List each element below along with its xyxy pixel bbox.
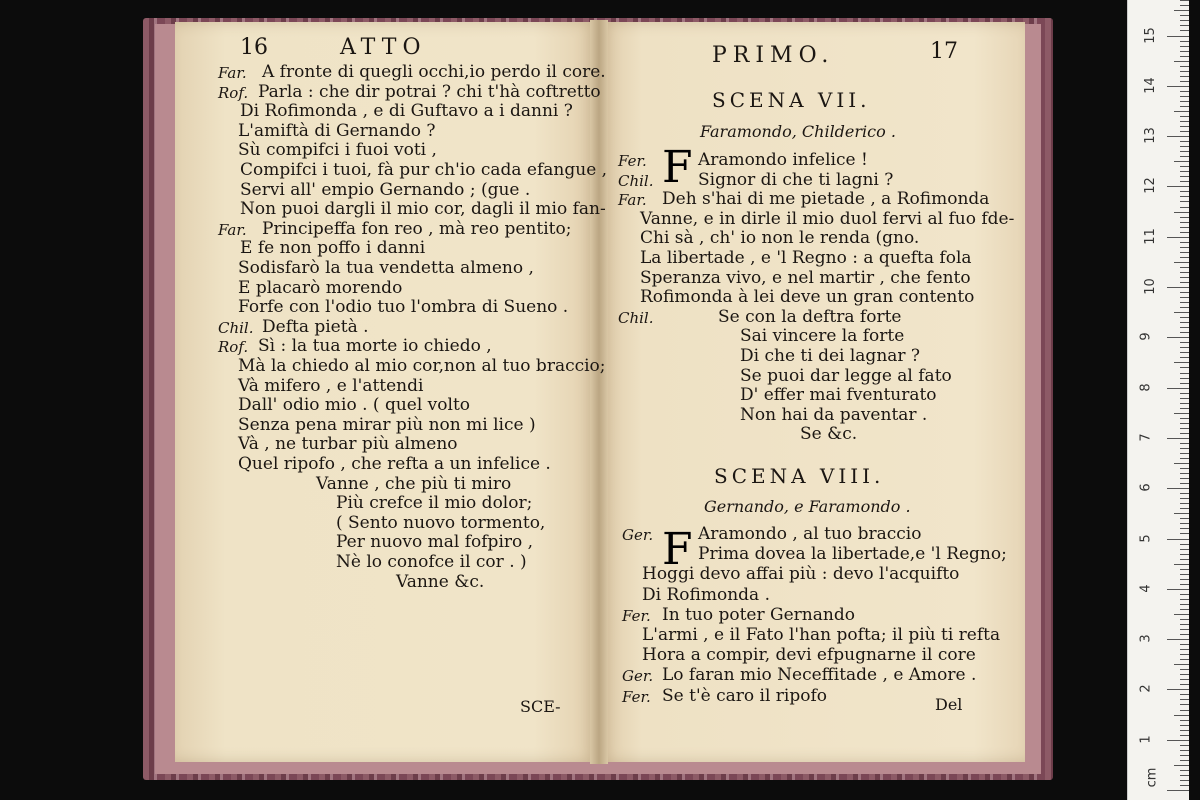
ruler-tick [1180,619,1189,620]
verse-line: L'amiftà di Gernando ? [238,120,436,141]
ruler-tick [1180,710,1189,711]
verse-line: Principeffa fon reo , mà reo pentito; [262,218,572,239]
ruler-tick [1180,508,1189,509]
speaker-label: Far. [618,191,647,210]
ruler-tick [1180,383,1189,384]
ruler-tick [1174,61,1189,62]
speaker-label: Fer. [622,687,651,706]
speaker-label: Far. [218,64,247,82]
scene-8-title: SCENA VIII. [714,464,885,488]
ruler-tick [1180,478,1189,479]
speaker-label: Rof. [218,338,249,357]
ruler-tick [1180,357,1189,358]
ruler-tick [1180,443,1189,444]
verse-line: Quel ripofo , che refta a un infelice . [238,454,551,474]
ruler-tick [1180,544,1189,545]
ruler-tick [1180,207,1189,208]
ruler-tick [1180,176,1189,177]
ruler-tick [1174,262,1189,263]
ruler-tick [1180,503,1189,504]
verse-line: Sodisfarò la tua vendetta almeno , [238,258,534,278]
ruler-tick [1180,669,1189,670]
ruler-tick [1180,272,1189,273]
verse-line: Và mifero , e l'attendi [238,375,424,396]
scene-8-cast: Gernando, e Faramondo . [704,497,911,516]
ruler-tick [1180,704,1189,705]
ruler-tick [1174,161,1189,162]
ruler-tick [1180,684,1189,685]
ruler-tick [1180,433,1189,434]
ruler-tick [1174,362,1189,363]
ruler-tick [1180,146,1189,147]
ruler-tick [1167,589,1189,590]
ruler-tick [1180,745,1189,746]
ruler-tick [1167,186,1189,187]
ruler-number: 8 [1138,382,1154,392]
verse-line: Nè lo conofce il cor . ) [336,552,527,572]
ruler-tick [1180,468,1189,469]
ruler-tick [1167,237,1189,238]
ruler-tick [1180,594,1189,595]
verse-line: Aramondo infelice ! [698,150,868,170]
verse-line: Sù compifci i fuoi voti , [238,140,437,161]
ruler-tick [1180,373,1189,374]
ruler-number: 14 [1142,77,1158,94]
ruler-tick [1180,569,1189,570]
ruler-tick [1180,332,1189,333]
verse-line: Mà la chiedo al mio cor,non al tuo braccio; [238,356,606,376]
ruler-tick [1167,438,1189,439]
ruler-tick [1180,121,1189,122]
ruler-tick [1180,584,1189,585]
ruler-tick [1180,750,1189,751]
ruler-tick [1180,141,1189,142]
verse-line: Deh s'hai di me pietade , a Rofimonda [662,189,990,210]
ruler-tick [1180,498,1189,499]
ruler-tick [1174,664,1189,665]
scene-7-cast: Faramondo, Childerico . [700,122,896,141]
ruler-tick [1167,287,1189,288]
verse-line: Và , ne turbar più almeno [238,434,458,455]
ruler-tick [1180,267,1189,268]
ruler-tick [1180,725,1189,726]
ruler-tick [1180,71,1189,72]
verse-line: Dall' odio mio . ( quel volto [238,395,471,416]
ruler-number: 15 [1142,26,1158,44]
verse-line: Sì : la tua morte io chiedo , [258,336,492,357]
ruler-tick [1180,156,1189,157]
verse-line: Chi sà , ch' io non le renda (gno. [640,228,920,249]
ruler-tick [1180,66,1189,67]
ruler-tick [1180,106,1189,107]
speaker-label: Fer. [622,606,651,625]
ruler-tick [1180,579,1189,580]
ruler-number: 9 [1138,332,1154,341]
verse-line: In tuo poter Gernando [662,604,855,625]
verse-line: Vanne &c. [396,571,485,592]
ruler-tick [1180,453,1189,454]
ruler-tick [1180,322,1189,323]
ruler-tick [1180,624,1189,625]
ruler-tick [1180,171,1189,172]
ruler-tick [1180,634,1189,635]
ruler-tick [1180,46,1189,47]
catchword: Del [935,695,963,714]
ruler-tick [1180,760,1189,761]
verse-line: Se t'è caro il ripofo [662,685,827,706]
ruler-tick [1174,312,1189,313]
ruler-tick [1180,201,1189,202]
ruler-tick [1167,790,1189,791]
ruler-tick [1180,604,1189,605]
speaker-label: Far. [218,220,247,239]
verse-line: A fronte di quegli occhi,io perdo il core. [262,62,606,82]
ruler-tick [1180,493,1189,494]
ruler-tick [1180,609,1189,610]
verse-line: Vanne, e in dirle il mio duol fervi al fuo fde- [640,208,1015,229]
ruler-tick [1180,56,1189,57]
ruler-tick [1180,347,1189,348]
speaker-label: Ger. [622,667,654,686]
ruler-tick [1180,76,1189,77]
drop-capital: F [662,524,693,575]
ruler-number: 4 [1138,584,1154,593]
ruler-tick [1180,528,1189,529]
verse-line: L'armi , e il Fato l'han pofta; il più ti refta [642,625,1001,645]
ruler-tick [1180,96,1189,97]
ruler-tick [1180,599,1189,600]
ruler-tick [1180,41,1189,42]
ruler-tick [1180,428,1189,429]
ruler-tick [1180,533,1189,534]
ruler-tick [1180,775,1189,776]
ruler-tick [1180,116,1189,117]
page-number-left: 16 [240,35,268,60]
verse-line: Forfe con l'odio tuo l'ombra di Sueno . [238,297,569,318]
ruler-tick [1180,352,1189,353]
verse-line: Prima dovea la libertade,e 'l Regno; [698,544,1007,565]
verse-line: Hora a compir, devi efpugnarne il core [642,645,976,666]
ruler-tick [1180,222,1189,223]
ruler-tick [1180,483,1189,484]
ruler-tick [1180,181,1189,182]
ruler-tick [1180,785,1189,786]
ruler-tick [1174,413,1189,414]
verse-line: Se con la deftra forte [718,306,902,327]
verse-line: Parla : che dir potrai ? chi t'hà coftretto [258,81,601,102]
ruler-tick [1180,418,1189,419]
ruler-tick [1167,488,1189,489]
ruler-tick [1180,166,1189,167]
ruler-tick [1167,689,1189,690]
ruler-tick [1180,679,1189,680]
ruler-tick [1180,644,1189,645]
ruler-tick [1180,458,1189,459]
ruler-tick [1180,408,1189,409]
verse-line: E placarò morendo [238,277,403,298]
ruler-tick [1180,629,1189,630]
ruler-tick [1180,549,1189,550]
ruler-tick [1180,327,1189,328]
ruler-tick [1167,136,1189,137]
ruler-number: 11 [1142,227,1158,245]
ruler-tick [1180,518,1189,519]
verse-line: Defta pietà . [262,316,369,337]
ruler-tick [1167,337,1189,338]
ruler-tick [1180,242,1189,243]
ruler-number: 7 [1138,433,1154,442]
ruler-tick [1167,86,1189,87]
ruler-tick [1180,232,1189,233]
verse-line: Senza pena mirar più non mi lice ) [238,414,536,435]
ruler-tick [1180,770,1189,771]
ruler-tick [1180,227,1189,228]
ruler-tick [1180,554,1189,555]
verse-line: La libertade , e 'l Regno : a quefta fola [640,248,972,268]
verse-line: Sai vincere la forte [740,326,905,347]
verse-line: D' effer mai fventurato [740,385,937,406]
ruler-number: 10 [1142,278,1158,295]
scene-7-title: SCENA VII. [712,88,871,112]
speaker-label: Rof. [218,83,249,102]
speaker-label: Chil. [218,318,254,337]
ruler-number: 5 [1138,533,1154,543]
verse-line: Più crefce il mio dolor; [336,493,533,514]
ruler-tick [1180,559,1189,560]
drop-capital: F [662,142,693,193]
ruler-tick [1180,694,1189,695]
ruler-tick [1180,20,1189,21]
running-head-right: PRIMO. [712,43,835,68]
ruler-tick [1180,367,1189,368]
verse-line: Di che ti dei lagnar ? [740,346,921,366]
ruler-tick [1180,649,1189,650]
ruler-tick [1180,398,1189,399]
ruler-tick [1180,317,1189,318]
ruler-tick [1180,523,1189,524]
verse-line: Di Rofimonda , e di Guftavo a i danni ? [240,101,573,122]
book-gutter [590,20,608,764]
ruler-tick [1180,674,1189,675]
verse-line: Per nuovo mal fofpiro , [336,532,534,553]
ruler-tick [1180,196,1189,197]
ruler-tick [1180,574,1189,575]
ruler-tick [1174,212,1189,213]
ruler-tick [1180,393,1189,394]
ruler-tick [1180,101,1189,102]
ruler-tick [1180,730,1189,731]
ruler-tick [1180,5,1189,6]
ruler-tick [1180,720,1189,721]
ruler-tick [1167,639,1189,640]
ruler-tick [1180,297,1189,298]
ruler-tick [1180,699,1189,700]
verse-line: Di Rofimonda . [642,584,770,605]
ruler-tick [1174,10,1189,11]
ruler-tick [1180,131,1189,132]
speaker-label: Fer. [618,152,647,170]
ruler-tick [1180,403,1189,404]
ruler-number: 3 [1138,634,1154,643]
ruler-tick [1180,91,1189,92]
measuring-ruler [1127,0,1189,800]
ruler-unit: cm [1144,767,1160,788]
ruler-tick [1180,423,1189,424]
ruler-tick [1180,448,1189,449]
verse-line: Compifci i tuoi, fà pur ch'io cada efangue , [240,160,608,180]
ruler-tick [1180,277,1189,278]
ruler-tick [1180,378,1189,379]
ruler-number: 13 [1142,127,1158,144]
verse-line: Signor di che ti lagni ? [698,169,894,190]
ruler-tick [1180,25,1189,26]
ruler-tick [1180,247,1189,248]
ruler-tick [1180,307,1189,308]
ruler-tick [1167,740,1189,741]
verse-line: Hoggi devo affai più : devo l'acquifto [642,564,960,585]
ruler-tick [1174,715,1189,716]
ruler-tick [1174,765,1189,766]
ruler-tick [1174,463,1189,464]
ruler-tick [1174,111,1189,112]
verse-line: Rofimonda à lei deve un gran contento [640,287,975,308]
ruler-tick [1174,614,1189,615]
running-head-left: ATTO [340,35,427,60]
ruler-tick [1180,217,1189,218]
verse-line: Vanne , che più ti miro [316,473,512,494]
ruler-tick [1180,51,1189,52]
ruler-tick [1180,473,1189,474]
ruler-tick [1180,81,1189,82]
ruler-tick [1174,513,1189,514]
ruler-number: 1 [1138,735,1154,744]
verse-line: E fe non poffo i danni [240,238,426,259]
ruler-tick [1167,36,1189,37]
verse-line: Se puoi dar legge al fato [740,365,952,386]
verse-line: Se &c. [800,424,858,445]
ruler-tick [1180,342,1189,343]
ruler-tick [1167,388,1189,389]
verse-line: Servi all' empio Gernando ; (gue . [240,179,531,200]
verse-line: Non hai da paventar . [740,404,928,425]
ruler-number: 6 [1138,483,1154,492]
ruler-tick [1180,755,1189,756]
ruler-tick [1180,257,1189,258]
ruler-tick [1180,252,1189,253]
ruler-tick [1180,126,1189,127]
ruler-tick [1167,539,1189,540]
speaker-label: Ger. [622,526,654,544]
ruler-tick [1180,282,1189,283]
verse-line: Speranza vivo, e nel martir , che fento [640,267,971,288]
ruler-tick [1180,151,1189,152]
ruler-number: 12 [1142,177,1158,195]
ruler-tick [1180,292,1189,293]
verse-line: ( Sento nuovo tormento, [336,512,546,533]
ruler-tick [1180,735,1189,736]
ruler-tick [1180,302,1189,303]
verse-line: Non puoi dargli il mio cor, dagli il mio fan- [240,199,606,220]
catchword: SCE- [520,697,561,716]
verse-line: Lo faran mio Neceffitade , e Amore . [662,665,977,686]
verse-line: Aramondo , al tuo braccio [698,524,922,544]
speaker-label: Chil. [618,171,654,190]
ruler-tick [1180,780,1189,781]
ruler-tick [1180,0,1189,1]
page-number-right: 17 [930,39,958,64]
ruler-tick [1180,191,1189,192]
ruler-tick [1180,30,1189,31]
ruler-number: 2 [1138,684,1154,694]
ruler-tick [1180,654,1189,655]
ruler-tick [1180,659,1189,660]
ruler-tick [1174,564,1189,565]
speaker-label: Chil. [618,308,654,327]
ruler-tick [1180,15,1189,16]
